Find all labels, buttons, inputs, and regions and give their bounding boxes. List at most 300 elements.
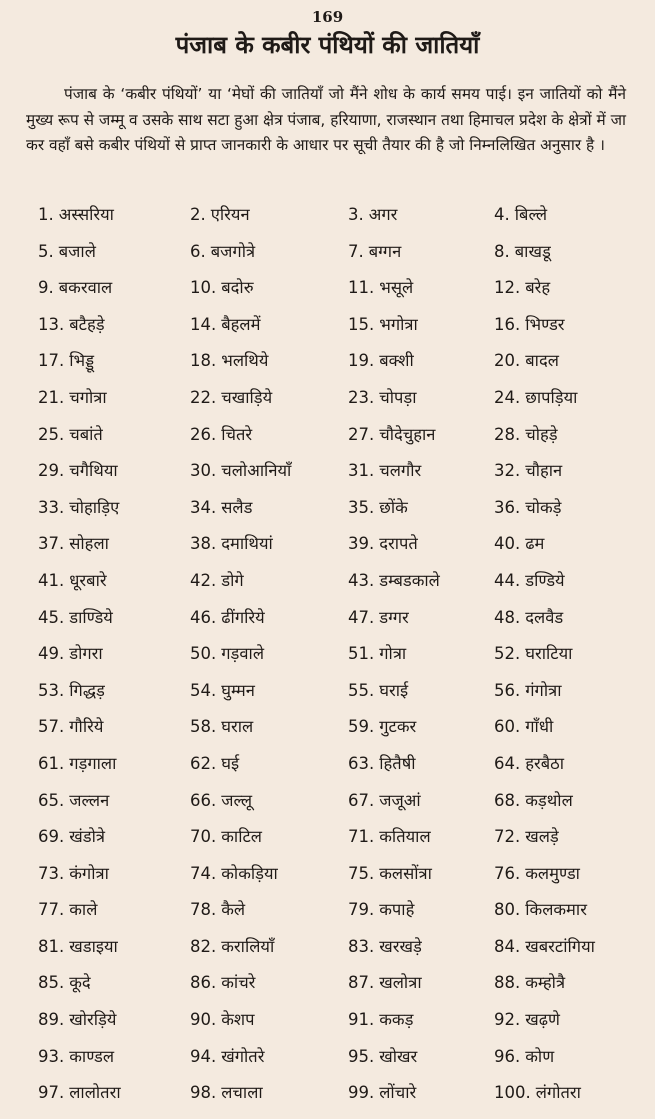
caste-name: लचाला <box>221 1083 263 1103</box>
caste-number: 93. <box>38 1046 65 1066</box>
caste-number: 61. <box>38 753 65 773</box>
caste-row <box>0 460 655 497</box>
caste-number: 60. <box>494 717 521 737</box>
caste-number: 26. <box>190 424 217 444</box>
caste-item <box>348 899 414 921</box>
caste-item <box>494 972 565 994</box>
caste-item <box>494 753 564 775</box>
caste-name: सलैड <box>221 497 253 517</box>
caste-item <box>190 1046 264 1068</box>
caste-item <box>38 936 118 958</box>
caste-item <box>348 1046 417 1068</box>
caste-number: 36. <box>494 497 521 517</box>
caste-name: दलवैड <box>525 607 564 627</box>
caste-number: 17. <box>38 351 65 371</box>
caste-item <box>38 350 94 372</box>
caste-item <box>190 314 261 336</box>
caste-row <box>0 277 655 314</box>
caste-item <box>190 350 268 372</box>
caste-item <box>38 497 119 519</box>
caste-row <box>0 204 655 241</box>
caste-item <box>38 899 97 921</box>
caste-number: 77. <box>38 900 65 920</box>
caste-number: 64. <box>494 753 521 773</box>
caste-name: जल्लू <box>221 790 253 810</box>
caste-item <box>190 241 255 263</box>
caste-item <box>348 241 401 263</box>
caste-item <box>494 570 565 592</box>
caste-item <box>348 424 435 446</box>
caste-name: बरेह <box>525 278 551 298</box>
caste-item <box>190 936 274 958</box>
caste-item <box>190 1009 255 1031</box>
caste-item <box>494 607 563 629</box>
caste-name: खंगोतरे <box>221 1046 265 1066</box>
caste-name: भिण्डर <box>525 314 565 334</box>
caste-item <box>494 350 559 372</box>
caste-number: 48. <box>494 607 521 627</box>
caste-row <box>0 1046 655 1083</box>
caste-item <box>494 1082 581 1104</box>
caste-number: 65. <box>38 790 65 810</box>
caste-name: ककड़ <box>379 1010 414 1030</box>
caste-number: 85. <box>38 973 65 993</box>
caste-item <box>38 716 103 738</box>
caste-row <box>0 753 655 790</box>
caste-name: चलगौर <box>379 461 422 481</box>
caste-name: जल्लन <box>69 790 110 810</box>
caste-number: 81. <box>38 936 65 956</box>
caste-name: बिल्ले <box>514 205 548 224</box>
caste-number: 83. <box>348 936 375 956</box>
caste-row <box>0 790 655 827</box>
caste-name: ढम <box>525 534 545 554</box>
caste-name: बक्शी <box>379 351 414 371</box>
caste-item <box>190 863 278 885</box>
caste-number: 20. <box>494 351 521 371</box>
caste-item <box>348 972 422 994</box>
caste-item <box>38 460 118 482</box>
caste-name: बादल <box>525 351 559 371</box>
caste-number: 91. <box>348 1010 375 1030</box>
caste-item <box>190 790 252 812</box>
caste-name: खडाइया <box>69 936 118 956</box>
caste-name: चौदेचुहान <box>379 424 436 444</box>
caste-name: घुम्मन <box>221 680 255 700</box>
caste-name: कलसोंत्रा <box>379 863 432 883</box>
caste-name: काण्डल <box>69 1046 115 1066</box>
caste-item <box>38 1009 116 1031</box>
caste-item <box>348 826 431 848</box>
caste-row <box>0 1082 655 1119</box>
caste-item <box>494 533 544 555</box>
caste-number: 6. <box>190 241 206 261</box>
caste-item <box>38 972 91 994</box>
caste-item <box>38 607 113 629</box>
caste-item <box>494 680 561 702</box>
caste-number: 13. <box>38 314 65 334</box>
caste-name: चोकड़े <box>525 497 562 517</box>
caste-name: खलोत्रा <box>379 973 422 993</box>
caste-item <box>494 643 572 665</box>
caste-number: 41. <box>38 570 65 590</box>
caste-number: 99. <box>348 1083 375 1103</box>
caste-number: 68. <box>494 790 521 810</box>
caste-name: कतियाल <box>379 827 431 847</box>
caste-item <box>348 497 408 519</box>
caste-number: 3. <box>348 205 364 224</box>
caste-row <box>0 863 655 900</box>
caste-item <box>38 826 105 848</box>
caste-row <box>0 607 655 644</box>
caste-number: 69. <box>38 827 65 847</box>
caste-name: घराल <box>221 717 254 737</box>
caste-row <box>0 241 655 278</box>
caste-name: खंडोत्रे <box>69 827 105 847</box>
caste-row <box>0 314 655 351</box>
caste-item <box>38 314 105 336</box>
caste-number: 45. <box>38 607 65 627</box>
caste-row <box>0 972 655 1009</box>
caste-number: 29. <box>38 461 65 481</box>
caste-number: 21. <box>38 387 65 407</box>
caste-item <box>494 241 551 263</box>
caste-item <box>190 387 272 409</box>
caste-name: छापड़िया <box>525 387 578 407</box>
caste-name: चोपड़ा <box>379 387 417 407</box>
caste-name: भसूले <box>379 278 414 298</box>
caste-name: करालियाँ <box>221 936 275 956</box>
caste-name: चलोआनियाँ <box>221 461 292 481</box>
caste-number: 8. <box>494 241 510 261</box>
caste-name: लोंचारे <box>379 1083 417 1103</box>
caste-name: डग्गर <box>379 607 409 627</box>
caste-number: 10. <box>190 278 217 298</box>
caste-number: 18. <box>190 351 217 371</box>
caste-item <box>494 387 577 409</box>
caste-item <box>494 424 558 446</box>
caste-number: 5. <box>38 241 54 261</box>
caste-name: बजगोत्रे <box>210 241 256 261</box>
caste-number: 40. <box>494 534 521 554</box>
caste-number: 67. <box>348 790 375 810</box>
caste-name: अस्सरिया <box>58 205 114 224</box>
caste-item <box>494 1046 554 1068</box>
caste-number: 16. <box>494 314 521 334</box>
caste-number: 70. <box>190 827 217 847</box>
caste-number: 88. <box>494 973 521 993</box>
caste-name: कैले <box>221 900 246 920</box>
caste-name: खबरटांगिया <box>525 936 595 956</box>
caste-item <box>494 204 547 226</box>
caste-name: कूदे <box>69 973 91 993</box>
caste-name: केशप <box>221 1010 255 1030</box>
caste-item <box>38 643 103 665</box>
caste-row <box>0 1009 655 1046</box>
caste-number: 34. <box>190 497 217 517</box>
caste-name: सोहला <box>69 534 109 554</box>
caste-name: घई <box>221 753 240 773</box>
caste-number: 31. <box>348 461 375 481</box>
caste-name: गड़गाला <box>69 753 117 773</box>
caste-item <box>38 790 109 812</box>
caste-item <box>348 350 414 372</box>
caste-item <box>38 863 109 885</box>
caste-number: 53. <box>38 680 65 700</box>
caste-number: 32. <box>494 461 521 481</box>
caste-name: भगोत्रा <box>379 314 418 334</box>
caste-item <box>348 753 416 775</box>
caste-item <box>348 863 432 885</box>
caste-name: बदोरु <box>221 278 254 298</box>
caste-number: 94. <box>190 1046 217 1066</box>
caste-name: घराई <box>379 680 409 700</box>
caste-item <box>494 314 565 336</box>
caste-number: 43. <box>348 570 375 590</box>
caste-item <box>348 277 413 299</box>
caste-name: किलकमार <box>525 900 587 920</box>
caste-item <box>38 753 116 775</box>
caste-number: 37. <box>38 534 65 554</box>
caste-name: बजाले <box>58 241 96 261</box>
caste-name: लंगोतरा <box>535 1083 581 1103</box>
caste-item <box>38 1046 114 1068</box>
caste-item <box>348 314 418 336</box>
caste-name: गुटकर <box>379 717 417 737</box>
caste-number: 78. <box>190 900 217 920</box>
caste-item <box>348 533 418 555</box>
caste-name: बाखडू <box>514 241 551 261</box>
caste-number: 7. <box>348 241 364 261</box>
caste-item <box>38 424 103 446</box>
caste-item <box>494 899 587 921</box>
caste-number: 75. <box>348 863 375 883</box>
caste-name: कांचरे <box>221 973 256 993</box>
caste-name: गिद्धड़ <box>69 680 105 700</box>
caste-name: चौहान <box>525 461 563 481</box>
caste-number: 87. <box>348 973 375 993</box>
caste-item <box>494 497 562 519</box>
caste-number: 86. <box>190 973 217 993</box>
caste-name: डोगरा <box>69 644 103 664</box>
caste-number: 98. <box>190 1083 217 1103</box>
caste-name: डोगे <box>221 570 244 590</box>
caste-name: कोण <box>525 1046 555 1066</box>
caste-name: बटैहड़े <box>69 314 105 334</box>
caste-name: डाण्डिये <box>69 607 113 627</box>
caste-item <box>190 570 244 592</box>
caste-number: 38. <box>190 534 217 554</box>
caste-number: 51. <box>348 644 375 664</box>
caste-number: 84. <box>494 936 521 956</box>
caste-name: बकरवाल <box>58 278 113 298</box>
caste-item <box>348 680 408 702</box>
caste-number: 76. <box>494 863 521 883</box>
caste-item <box>190 643 264 665</box>
caste-number: 55. <box>348 680 375 700</box>
caste-number: 57. <box>38 717 65 737</box>
caste-number: 24. <box>494 387 521 407</box>
caste-number: 22. <box>190 387 217 407</box>
caste-number: 39. <box>348 534 375 554</box>
caste-row <box>0 497 655 534</box>
caste-name: हरबैठा <box>525 753 565 773</box>
caste-number: 9. <box>38 278 54 298</box>
caste-number: 47. <box>348 607 375 627</box>
caste-number: 27. <box>348 424 375 444</box>
caste-item <box>348 570 440 592</box>
caste-number: 66. <box>190 790 217 810</box>
caste-number: 44. <box>494 570 521 590</box>
caste-number: 79. <box>348 900 375 920</box>
caste-item <box>38 570 107 592</box>
caste-number: 35. <box>348 497 375 517</box>
caste-item <box>494 716 553 738</box>
page-number: 169 <box>311 8 344 26</box>
caste-row <box>0 533 655 570</box>
caste-name: चोहाड़िए <box>69 497 120 517</box>
caste-number: 90. <box>190 1010 217 1030</box>
caste-item <box>190 607 265 629</box>
intro-paragraph: पंजाब के ‘कबीर पंथियों’ या ‘मेघों की जातियाँ जो मैंने शोध के कार्य समय पाई। इन जातियों को मैंने मुख्य रूप से जम्मू व उसके साथ सटा हुआ क्षेत्र पंजाब, हरियाणा, राजस्थान तथा हिमाचल प्रदेश के क्षेत्रों में जा कर वहाँ बसे कबीर पंथियों से प्राप्त जानकारी के आधार पर सूची तैयार की है जो निम्नलिखित अनुसार है । <box>26 85 626 154</box>
caste-number: 33. <box>38 497 65 517</box>
caste-item <box>494 863 580 885</box>
caste-item <box>348 607 409 629</box>
caste-item <box>494 790 573 812</box>
caste-name: चितरे <box>221 424 253 444</box>
caste-item <box>494 1009 560 1031</box>
caste-item <box>348 387 416 409</box>
caste-item <box>38 204 114 226</box>
caste-name: बग्गन <box>368 241 402 261</box>
caste-number: 15. <box>348 314 375 334</box>
caste-name: गड़वाले <box>221 644 265 664</box>
caste-row <box>0 826 655 863</box>
caste-name: चखाड़िये <box>221 387 273 407</box>
caste-number: 54. <box>190 680 217 700</box>
caste-number: 19. <box>348 351 375 371</box>
caste-number: 1. <box>38 205 54 224</box>
caste-number: 42. <box>190 570 217 590</box>
caste-item <box>38 533 109 555</box>
caste-name: कंगोत्रा <box>69 863 109 883</box>
caste-row <box>0 424 655 461</box>
page-title: पंजाब के कबीर पंथियों की जातियाँ <box>175 31 480 59</box>
caste-item <box>190 277 254 299</box>
caste-number: 50. <box>190 644 217 664</box>
caste-number: 49. <box>38 644 65 664</box>
caste-name: खोखर <box>379 1046 418 1066</box>
caste-number: 80. <box>494 900 521 920</box>
caste-name: गाँधी <box>525 717 554 737</box>
caste-number: 14. <box>190 314 217 334</box>
caste-number: 74. <box>190 863 217 883</box>
caste-name: कम्होत्रै <box>525 973 566 993</box>
caste-number: 71. <box>348 827 375 847</box>
caste-item <box>348 204 397 226</box>
caste-number: 52. <box>494 644 521 664</box>
caste-list <box>0 204 655 1119</box>
caste-number: 72. <box>494 827 521 847</box>
caste-name: कलमुण्डा <box>525 863 580 883</box>
caste-name: खढ़णे <box>525 1010 560 1030</box>
caste-name: डण्डिये <box>525 570 565 590</box>
caste-row <box>0 570 655 607</box>
caste-item <box>190 753 239 775</box>
caste-row <box>0 680 655 717</box>
caste-item <box>494 460 562 482</box>
caste-name: काटिल <box>221 827 262 847</box>
caste-item <box>348 1009 413 1031</box>
caste-item <box>190 1082 263 1104</box>
caste-row <box>0 387 655 424</box>
caste-name: हितैषी <box>379 753 416 773</box>
caste-number: 11. <box>348 278 375 298</box>
caste-name: अगर <box>368 205 398 224</box>
caste-name: गौरिये <box>69 717 104 737</box>
caste-item <box>190 497 252 519</box>
caste-item <box>494 826 559 848</box>
caste-number: 30. <box>190 461 217 481</box>
caste-number: 95. <box>348 1046 375 1066</box>
caste-item <box>348 716 416 738</box>
caste-name: चगोत्रा <box>69 387 107 407</box>
caste-name: छोंके <box>379 497 408 517</box>
caste-item <box>190 716 253 738</box>
caste-number: 97. <box>38 1083 65 1103</box>
caste-name: दरापते <box>379 534 418 554</box>
caste-name: गोत्रा <box>379 644 407 664</box>
caste-number: 58. <box>190 717 217 737</box>
caste-name: धूरबारे <box>69 570 107 590</box>
caste-name: कोकड़िया <box>221 863 278 883</box>
caste-name: दमाथियां <box>221 534 273 554</box>
caste-item <box>348 1082 416 1104</box>
caste-item <box>348 790 421 812</box>
caste-row <box>0 350 655 387</box>
caste-item <box>494 277 550 299</box>
caste-name: चबांते <box>69 424 103 444</box>
caste-name: बैहलमें <box>221 314 261 334</box>
caste-number: 25. <box>38 424 65 444</box>
caste-name: चोहड़े <box>525 424 558 444</box>
caste-item <box>190 826 262 848</box>
caste-name: चगैथिया <box>69 461 118 481</box>
caste-name: ढींगरिये <box>221 607 265 627</box>
caste-name: खलड़े <box>525 827 559 847</box>
caste-number: 2. <box>190 205 206 224</box>
caste-name: घराटिया <box>525 644 573 664</box>
caste-row <box>0 899 655 936</box>
caste-name: भलथिये <box>221 351 269 371</box>
caste-number: 96. <box>494 1046 521 1066</box>
caste-number: 46. <box>190 607 217 627</box>
caste-number: 89. <box>38 1010 65 1030</box>
caste-row <box>0 936 655 973</box>
caste-number: 12. <box>494 278 521 298</box>
caste-item <box>190 460 291 482</box>
caste-item <box>38 277 112 299</box>
caste-name: कड़थोल <box>525 790 573 810</box>
caste-name: खोरड़िये <box>69 1010 117 1030</box>
caste-item <box>494 936 595 958</box>
caste-name: कपाहे <box>379 900 415 920</box>
caste-row <box>0 643 655 680</box>
caste-number: 63. <box>348 753 375 773</box>
caste-item <box>38 241 96 263</box>
caste-name: खरखड़े <box>379 936 422 956</box>
caste-number: 82. <box>190 936 217 956</box>
